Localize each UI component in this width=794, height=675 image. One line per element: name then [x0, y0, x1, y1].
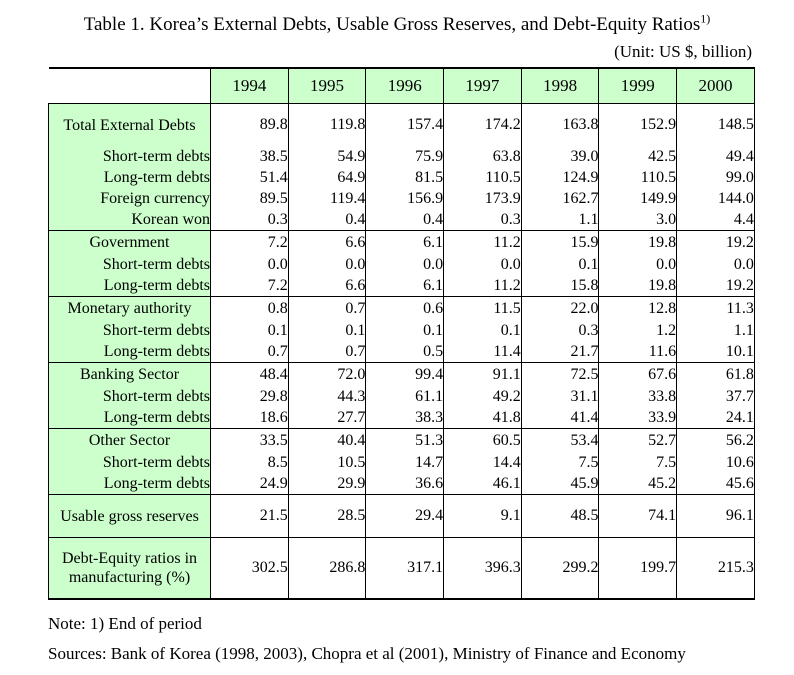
external-debts-table — [48, 67, 755, 600]
data-cell: 44.3 — [288, 386, 366, 407]
data-cell: 51.4 — [211, 167, 289, 188]
data-cell: 302.5 — [211, 538, 289, 600]
table-row — [49, 407, 755, 429]
data-cell: 7.5 — [521, 452, 599, 473]
table-row — [49, 275, 755, 297]
table-row-group-header — [49, 429, 755, 453]
row-group-label: Other Sector — [49, 429, 211, 453]
data-cell: 0.0 — [288, 254, 366, 275]
data-cell: 28.5 — [288, 495, 366, 538]
table-row-group-header — [49, 297, 755, 321]
data-cell: 21.5 — [211, 495, 289, 538]
column-header-1998: 1998 — [521, 68, 599, 104]
data-cell: 45.2 — [599, 473, 677, 495]
data-cell: 36.6 — [366, 473, 444, 495]
data-cell: 11.6 — [599, 341, 677, 363]
table-row — [49, 320, 755, 341]
data-cell: 19.8 — [599, 275, 677, 297]
data-cell: 52.7 — [599, 429, 677, 453]
data-cell: 60.5 — [444, 429, 522, 453]
data-cell: 1.2 — [599, 320, 677, 341]
table-row — [49, 341, 755, 363]
data-cell: 96.1 — [677, 495, 755, 538]
column-header-1999: 1999 — [599, 68, 677, 104]
table-body — [49, 68, 755, 599]
data-cell: 45.6 — [677, 473, 755, 495]
data-cell: 15.9 — [521, 231, 599, 255]
data-cell: 33.5 — [211, 429, 289, 453]
data-cell: 317.1 — [366, 538, 444, 600]
data-cell: 7.2 — [211, 231, 289, 255]
unit-note: (Unit: US $, billion) — [614, 42, 752, 61]
column-header-2000: 2000 — [677, 68, 755, 104]
data-cell: 45.9 — [521, 473, 599, 495]
data-cell: 3.0 — [599, 209, 677, 231]
data-cell: 29.9 — [288, 473, 366, 495]
data-cell: 10.5 — [288, 452, 366, 473]
data-cell: 51.3 — [366, 429, 444, 453]
data-cell: 0.8 — [211, 297, 289, 321]
data-cell: 53.4 — [521, 429, 599, 453]
table-row — [49, 146, 755, 167]
data-cell: 48.4 — [211, 363, 289, 387]
data-cell: 19.8 — [599, 231, 677, 255]
table-row-group-header — [49, 104, 755, 147]
data-cell: 174.2 — [444, 104, 522, 147]
data-cell: 6.6 — [288, 275, 366, 297]
data-cell: 215.3 — [677, 538, 755, 600]
row-label: Korean won — [49, 209, 211, 231]
data-cell: 11.5 — [444, 297, 522, 321]
data-cell: 48.5 — [521, 495, 599, 538]
data-cell: 18.6 — [211, 407, 289, 429]
row-label: Foreign currency — [49, 188, 211, 209]
data-cell: 29.8 — [211, 386, 289, 407]
data-cell: 0.7 — [288, 341, 366, 363]
data-cell: 110.5 — [444, 167, 522, 188]
data-cell: 163.8 — [521, 104, 599, 147]
data-cell: 33.8 — [599, 386, 677, 407]
data-cell: 38.5 — [211, 146, 289, 167]
data-cell: 0.1 — [288, 320, 366, 341]
table-row — [49, 167, 755, 188]
data-cell: 0.6 — [366, 297, 444, 321]
data-cell: 64.9 — [288, 167, 366, 188]
data-cell: 11.2 — [444, 231, 522, 255]
title-footnote-marker: 1) — [700, 11, 711, 26]
data-cell: 24.1 — [677, 407, 755, 429]
data-cell: 74.1 — [599, 495, 677, 538]
data-cell: 31.1 — [521, 386, 599, 407]
row-group-label: Debt-Equity ratios in manufacturing (%) — [49, 538, 211, 600]
data-cell: 19.2 — [677, 231, 755, 255]
table-row — [49, 473, 755, 495]
data-cell: 1.1 — [677, 320, 755, 341]
data-cell: 119.8 — [288, 104, 366, 147]
data-cell: 14.7 — [366, 452, 444, 473]
data-cell: 91.1 — [444, 363, 522, 387]
data-cell: 24.9 — [211, 473, 289, 495]
data-cell: 49.2 — [444, 386, 522, 407]
data-cell: 1.1 — [521, 209, 599, 231]
data-cell: 11.4 — [444, 341, 522, 363]
data-cell: 0.3 — [521, 320, 599, 341]
row-label: Long-term debts — [49, 275, 211, 297]
row-label: Long-term debts — [49, 407, 211, 429]
row-label: Short-term debts — [49, 386, 211, 407]
data-cell: 7.5 — [599, 452, 677, 473]
data-cell: 299.2 — [521, 538, 599, 600]
data-cell: 0.1 — [366, 320, 444, 341]
row-label: Short-term debts — [49, 254, 211, 275]
data-cell: 0.7 — [288, 297, 366, 321]
data-cell: 33.9 — [599, 407, 677, 429]
data-cell: 396.3 — [444, 538, 522, 600]
data-cell: 67.6 — [599, 363, 677, 387]
data-cell: 11.3 — [677, 297, 755, 321]
data-cell: 10.1 — [677, 341, 755, 363]
data-cell: 199.7 — [599, 538, 677, 600]
data-cell: 49.4 — [677, 146, 755, 167]
data-cell: 12.8 — [599, 297, 677, 321]
data-cell: 0.3 — [444, 209, 522, 231]
column-header-1995: 1995 — [288, 68, 366, 104]
table-row-group-header — [49, 538, 755, 600]
column-header-1997: 1997 — [444, 68, 522, 104]
data-cell: 8.5 — [211, 452, 289, 473]
table-row — [49, 209, 755, 231]
footnote-sources: Sources: Bank of Korea (1998, 2003), Chopra et al (2001), Ministry of Finance and Economy — [48, 644, 686, 663]
data-cell: 110.5 — [599, 167, 677, 188]
data-cell: 0.0 — [211, 254, 289, 275]
data-cell: 124.9 — [521, 167, 599, 188]
data-cell: 0.0 — [366, 254, 444, 275]
data-cell: 4.4 — [677, 209, 755, 231]
data-cell: 11.2 — [444, 275, 522, 297]
data-cell: 157.4 — [366, 104, 444, 147]
data-cell: 7.2 — [211, 275, 289, 297]
data-cell: 0.1 — [211, 320, 289, 341]
data-cell: 99.4 — [366, 363, 444, 387]
row-group-label: Monetary authority — [49, 297, 211, 321]
row-group-label: Government — [49, 231, 211, 255]
row-label: Long-term debts — [49, 167, 211, 188]
data-cell: 27.7 — [288, 407, 366, 429]
data-cell: 72.0 — [288, 363, 366, 387]
data-cell: 0.0 — [677, 254, 755, 275]
table-title — [0, 0, 794, 36]
data-cell: 81.5 — [366, 167, 444, 188]
data-cell: 162.7 — [521, 188, 599, 209]
data-cell: 149.9 — [599, 188, 677, 209]
data-cell: 0.4 — [288, 209, 366, 231]
column-header-1994: 1994 — [211, 68, 289, 104]
data-cell: 75.9 — [366, 146, 444, 167]
data-cell: 0.4 — [366, 209, 444, 231]
data-cell: 9.1 — [444, 495, 522, 538]
data-cell: 54.9 — [288, 146, 366, 167]
data-cell: 119.4 — [288, 188, 366, 209]
table-row — [49, 386, 755, 407]
data-cell: 173.9 — [444, 188, 522, 209]
data-cell: 14.4 — [444, 452, 522, 473]
data-cell: 89.5 — [211, 188, 289, 209]
data-cell: 286.8 — [288, 538, 366, 600]
data-cell: 29.4 — [366, 495, 444, 538]
data-cell: 61.1 — [366, 386, 444, 407]
data-cell: 41.4 — [521, 407, 599, 429]
data-cell: 10.6 — [677, 452, 755, 473]
data-cell: 0.3 — [211, 209, 289, 231]
data-cell: 72.5 — [521, 363, 599, 387]
data-cell: 0.1 — [444, 320, 522, 341]
data-cell: 21.7 — [521, 341, 599, 363]
row-group-label: Banking Sector — [49, 363, 211, 387]
data-cell: 61.8 — [677, 363, 755, 387]
table-row-group-header — [49, 231, 755, 255]
row-label: Short-term debts — [49, 320, 211, 341]
table-header-row — [49, 68, 755, 104]
table-footnotes — [0, 600, 794, 669]
data-cell: 152.9 — [599, 104, 677, 147]
data-cell: 63.8 — [444, 146, 522, 167]
data-cell: 89.8 — [211, 104, 289, 147]
data-cell: 40.4 — [288, 429, 366, 453]
data-cell: 148.5 — [677, 104, 755, 147]
data-cell: 22.0 — [521, 297, 599, 321]
table-row — [49, 254, 755, 275]
data-cell: 6.1 — [366, 275, 444, 297]
data-cell: 39.0 — [521, 146, 599, 167]
data-cell: 37.7 — [677, 386, 755, 407]
data-cell: 46.1 — [444, 473, 522, 495]
row-label: Short-term debts — [49, 146, 211, 167]
data-cell: 19.2 — [677, 275, 755, 297]
data-cell: 156.9 — [366, 188, 444, 209]
table-corner-cell — [49, 68, 211, 104]
table-row-group-header — [49, 363, 755, 387]
row-label: Long-term debts — [49, 341, 211, 363]
table-container — [0, 62, 794, 600]
data-cell: 6.6 — [288, 231, 366, 255]
data-cell: 56.2 — [677, 429, 755, 453]
table-row — [49, 188, 755, 209]
data-cell: 41.8 — [444, 407, 522, 429]
table-row — [49, 452, 755, 473]
table-title-text: Table 1. Korea’s External Debts, Usable Gross Reserves, and Debt-Equity Ratios — [83, 14, 701, 35]
data-cell: 6.1 — [366, 231, 444, 255]
row-label: Short-term debts — [49, 452, 211, 473]
data-cell: 0.0 — [444, 254, 522, 275]
data-cell: 0.0 — [599, 254, 677, 275]
footnote-note: Note: 1) End of period — [48, 614, 202, 633]
data-cell: 144.0 — [677, 188, 755, 209]
table-row-group-header — [49, 495, 755, 538]
data-cell: 0.7 — [211, 341, 289, 363]
data-cell: 0.5 — [366, 341, 444, 363]
data-cell: 15.8 — [521, 275, 599, 297]
data-cell: 42.5 — [599, 146, 677, 167]
row-group-label: Total External Debts — [49, 104, 211, 147]
row-group-label: Usable gross reserves — [49, 495, 211, 538]
data-cell: 0.1 — [521, 254, 599, 275]
row-label: Long-term debts — [49, 473, 211, 495]
column-header-1996: 1996 — [366, 68, 444, 104]
data-cell: 99.0 — [677, 167, 755, 188]
data-cell: 38.3 — [366, 407, 444, 429]
